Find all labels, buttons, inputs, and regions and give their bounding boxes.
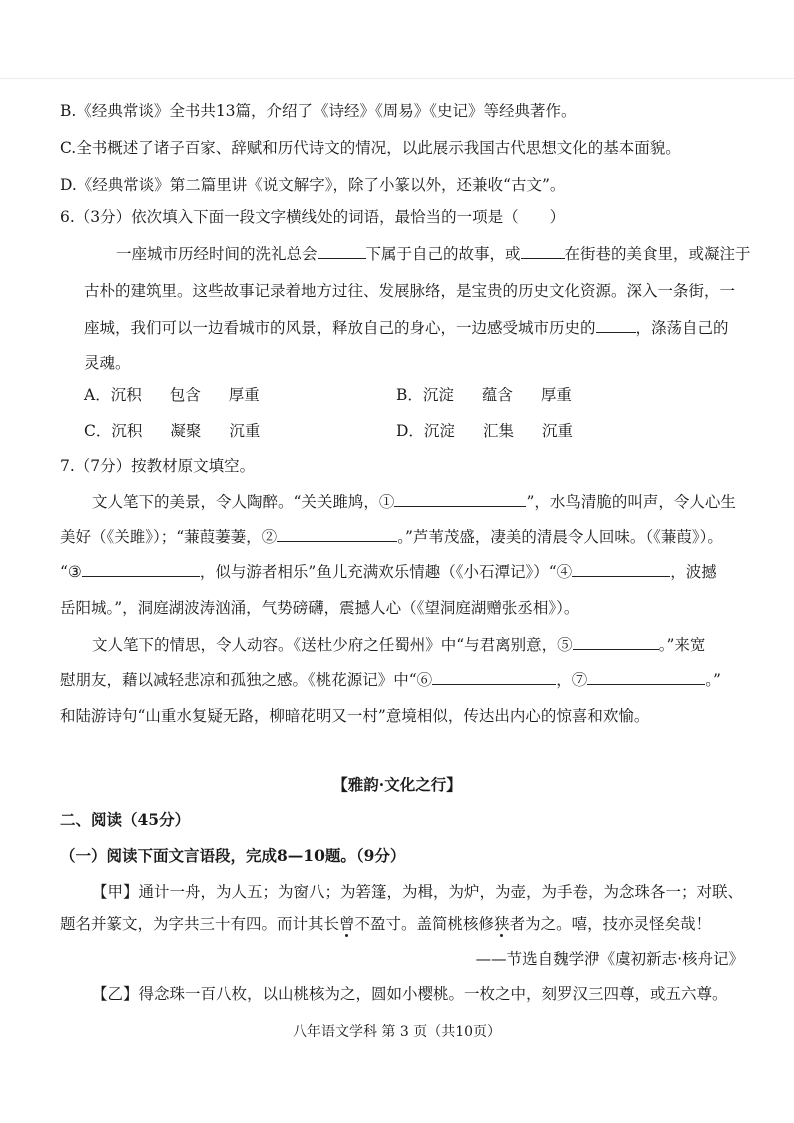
top-divider	[0, 78, 794, 79]
blank	[318, 244, 366, 259]
page-footer: 八年语文学科 第 3 页（共10页）	[292, 1024, 502, 1040]
blank	[394, 492, 526, 507]
blank	[587, 670, 705, 685]
blank	[596, 318, 636, 333]
question-7-stem: 7.（7分）按教材原文填空。	[60, 457, 256, 475]
q6-passage-line-2: 古朴的建筑里。这些故事记录着地方过往、发展脉络，是宝贵的历史文化资源。深入一条街，一	[84, 282, 736, 300]
q6-passage-line-1	[116, 244, 786, 264]
option-c: C．沉积 凝聚 沉重	[84, 422, 261, 440]
options-row-cd	[0, 421, 700, 441]
blank	[573, 635, 659, 650]
yi-line-1: 【乙】得念珠一百八枚，以山桃核为之，圆如小樱桃。一枚之中，刻罗汉三四尊，或五六尊。	[92, 985, 728, 1003]
option-d: D．沉淀 汇集 沉重	[396, 422, 573, 440]
q7-line-6: 慰朋友，藉以减轻悲凉和孤独之感。《桃花源记》中“⑥ ，⑦ 。”	[60, 671, 721, 689]
q7-line-1: 文人笔下的美景，令人陶醉。“关关雎鸠，① ”，水鸟清脆的叫声，令人心生	[92, 493, 736, 511]
part-2-heading: 二、阅读（45分）	[60, 810, 191, 829]
option-b-line: B.《经典常谈》全书共13篇，介绍了《诗经》《周易》《史记》等经典著作。	[60, 102, 577, 120]
q6-text: 座城，我们可以一边看城市的风景，释放自己的身心，一边感受城市历史的	[84, 319, 596, 337]
q6-passage-line-3	[84, 318, 754, 338]
question-6-stem: 6.（3分）依次填入下面一段文字横线处的词语，最恰当的一项是（ ）	[60, 208, 566, 226]
reading-1-heading: （一）阅读下面文言语段，完成8—10题。（9分）	[60, 846, 406, 865]
option-b: B．沉淀 蕴含 厚重	[396, 386, 572, 404]
q7-line-4: 岳阳城。”，洞庭湖波涛汹涌，气势磅礴，震撼人心（《望洞庭湖赠张丞相》）。	[60, 599, 580, 617]
jia-line-2: 题名并篆文，为字共三十有四。而计其长曾不盈寸。盖简桃核修狭者为之。嘻，技亦灵怪矣哉！	[60, 915, 712, 933]
q6-passage-line-4: 灵魂。	[84, 354, 131, 372]
blank	[432, 670, 556, 685]
blank	[277, 527, 397, 542]
q7-line-7: 和陆游诗句“山重水复疑无路，柳暗花明又一村”意境相似，传达出内心的惊喜和欢愉。	[60, 707, 650, 725]
jia-line-1: 【甲】通计一舟，为人五；为窗八；为箬篷，为楫，为炉，为壶，为手卷，为念珠各一；对联、	[92, 883, 744, 901]
q7-line-2: 美好（《关雎》）；“蒹葭萋萋，② 。”芦苇茂盛，凄美的清晨令人回味。（《蒹葭》）。	[60, 528, 723, 546]
options-row-ab	[0, 385, 700, 405]
blank	[82, 562, 200, 577]
q7-line-5: 文人笔下的情思，令人动容。《送杜少府之任蜀州》中“与君离别意，⑤ 。”来宽	[92, 636, 706, 654]
q6-text: 一座城市历经时间的洗礼总会	[116, 245, 318, 263]
option-a: A．沉积 包含 厚重	[84, 386, 260, 404]
q6-text: 下属于自己的故事，或	[365, 245, 521, 263]
option-c-line: C.全书概述了诸子百家、辞赋和历代诗文的情况，以此展示我国古代思想文化的基本面貌。	[60, 139, 681, 157]
q6-text: ，涤荡自己的	[635, 319, 729, 337]
option-d-line: D.《经典常谈》第二篇里讲《说文解字》，除了小篆以外，还兼收“古文”。	[60, 176, 566, 194]
q7-line-3: “③ ，似与游者相乐”鱼儿充满欢乐情趣（《小石潭记》）“④ ，波撼	[60, 563, 717, 581]
blank	[521, 244, 565, 259]
source-citation: ——节选自魏学洢《虞初新志·核舟记》	[475, 950, 744, 968]
q6-text: 在街巷的美食里，或凝注于	[564, 245, 751, 263]
section-title: 【雅韵·文化之行】	[332, 775, 462, 794]
blank	[572, 562, 670, 577]
